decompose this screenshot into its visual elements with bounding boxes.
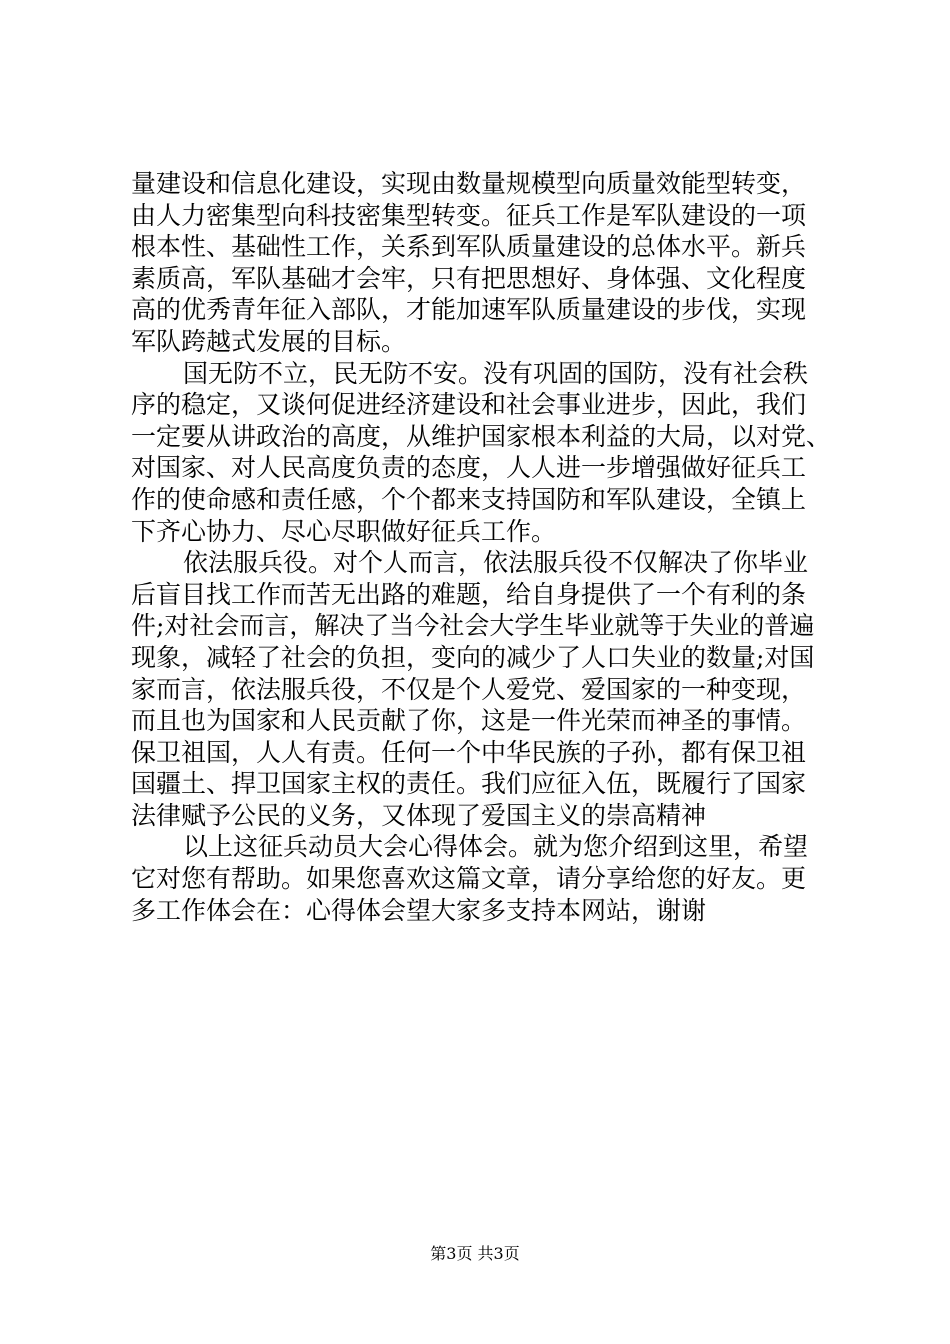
text-line: 件;对社会而言，解决了当今社会大学生毕业就等于失业的普遍 — [131, 611, 815, 641]
page-number: 第3页 共3页 — [430, 1244, 520, 1263]
text-line: 而且也为国家和人民贡献了你，这是一件光荣而神圣的事情。 — [131, 706, 807, 736]
text-line: 对国家、对人民高度负责的态度，人人进一步增强做好征兵工 — [131, 453, 807, 483]
text-line: 国疆土、捍卫国家主权的责任。我们应征入伍，既履行了国家 — [131, 769, 807, 799]
text-line: 后盲目找工作而苦无出路的难题，给自身提供了一个有利的条 — [131, 579, 807, 609]
text-line: 序的稳定，又谈何促进经济建设和社会事业进步，因此，我们 — [131, 390, 807, 420]
text-line: 它对您有帮助。如果您喜欢这篇文章，请分享给您的好友。更 — [131, 864, 807, 894]
text-line: 量建设和信息化建设，实现由数量规模型向质量效能型转变， — [131, 169, 807, 198]
paragraph-first-line: 以上这征兵动员大会心得体会。就为您介绍到这里，希望 — [183, 832, 809, 862]
text-line: 现象，减轻了社会的负担，变向的减少了人口失业的数量;对国 — [131, 642, 815, 672]
text-line: 由人力密集型向科技密集型转变。征兵工作是军队建设的一项 — [131, 200, 807, 230]
text-line: 下齐心协力、尽心尽职做好征兵工作。 — [131, 516, 557, 546]
text-line: 素质高，军队基础才会牢，只有把思想好、身体强、文化程度 — [131, 263, 807, 293]
paragraph-first-line: 国无防不立，民无防不安。没有巩固的国防，没有社会秩 — [183, 358, 809, 388]
document-body — [131, 168, 832, 926]
text-line: 高的优秀青年征入部队，才能加速军队质量建设的步伐，实现 — [131, 295, 807, 325]
text-line: 作的使命感和责任感，个个都来支持国防和军队建设，全镇上 — [131, 484, 807, 514]
text-line: 一定要从讲政治的高度，从维护国家根本利益的大局，以对党、 — [131, 421, 832, 451]
text-line: 家而言，依法服兵役，不仅是个人爱党、爱国家的一种变现， — [131, 674, 807, 704]
paragraph-first-line: 依法服兵役。对个人而言，依法服兵役不仅解决了你毕业 — [183, 548, 809, 578]
text-line: 保卫祖国，人人有责。任何一个中华民族的子孙，都有保卫祖 — [131, 737, 807, 767]
text-line: 法律赋予公民的义务，又体现了爱国主义的崇高精神 — [131, 800, 707, 830]
text-line: 根本性、基础性工作，关系到军队质量建设的总体水平。新兵 — [131, 232, 807, 262]
text-line: 军队跨越式发展的目标。 — [131, 326, 407, 356]
text-line: 多工作体会在：心得体会望大家多支持本网站，谢谢 — [131, 895, 707, 925]
